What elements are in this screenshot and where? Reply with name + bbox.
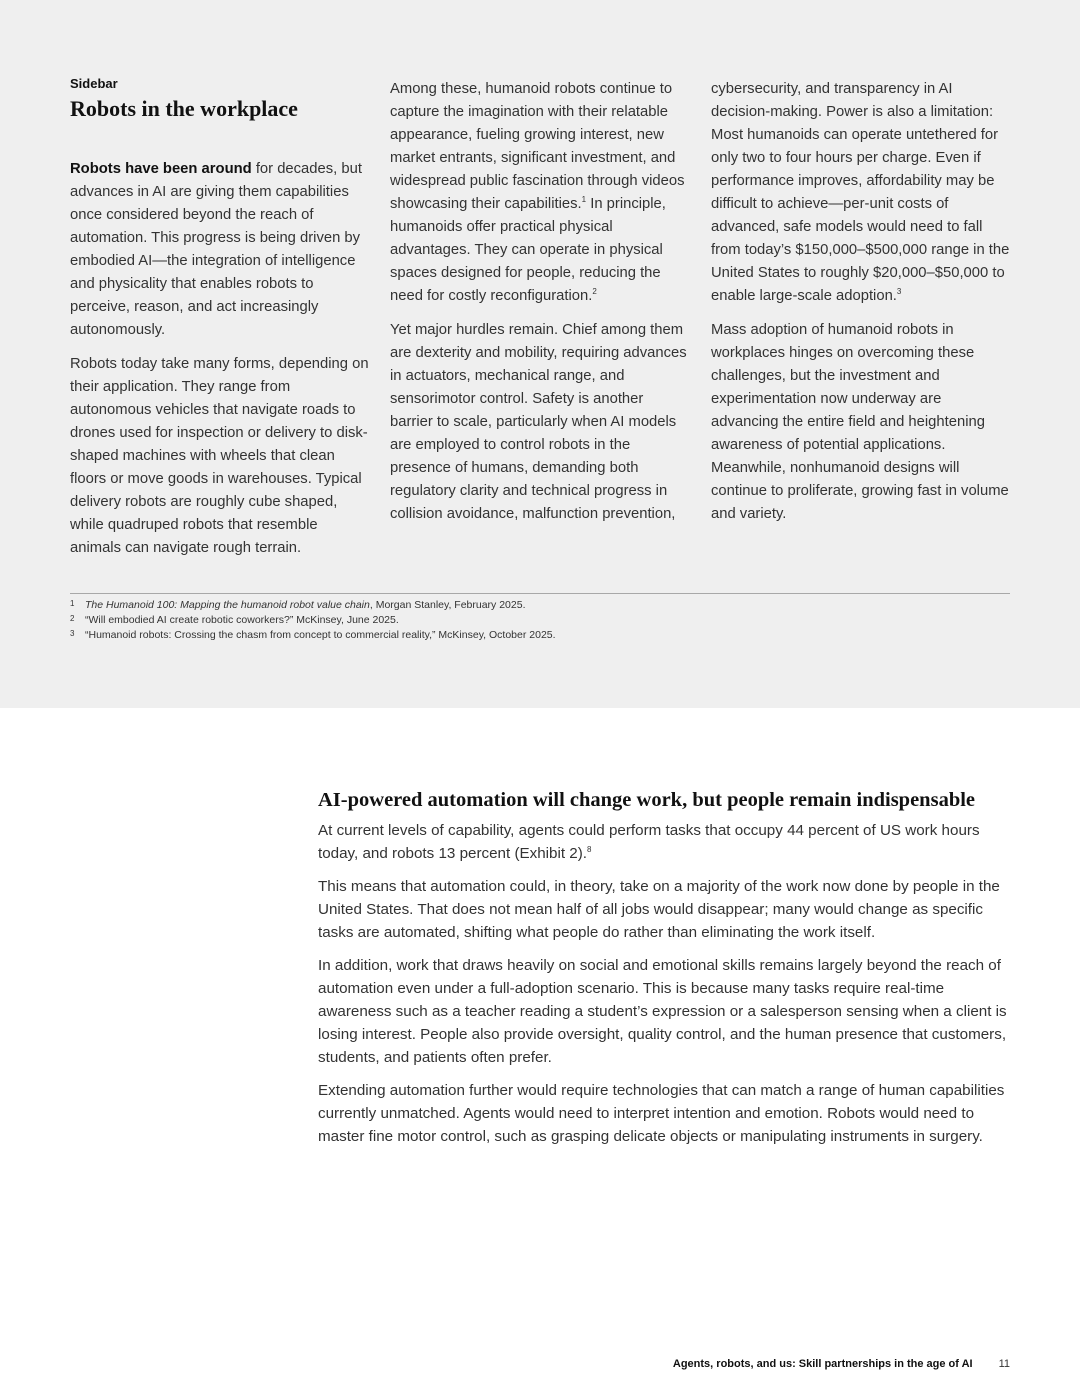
footnote-number: 3 bbox=[70, 629, 75, 638]
footnote-divider bbox=[70, 593, 1010, 594]
footnote-ref[interactable]: 1 bbox=[581, 195, 587, 205]
footnote-ref[interactable]: 2 bbox=[592, 287, 597, 297]
sidebar-title: Robots in the workplace bbox=[70, 96, 298, 121]
body-paragraph: Extending automation further would require technologies that can match a range of human capabilities currently unmatched. Agents would need to interpret intention and emotion. Robots would need to master fine motor control, such as grasping delicate objects or manipulating instruments in surgery. bbox=[318, 1082, 1005, 1145]
sidebar-column-1 bbox=[70, 76, 370, 571]
footnote-ref[interactable]: 3 bbox=[896, 287, 902, 297]
footnote bbox=[70, 628, 1010, 643]
body-paragraph: This means that automation could, in theory, take on a majority of the work now done by people in the United States. That does not mean half of all jobs would disappear; many would change as specific tasks are automated, shifting what people do rather than eliminating the work itself. bbox=[318, 878, 1000, 941]
footnotes bbox=[70, 598, 1010, 643]
footnote bbox=[70, 613, 1010, 628]
sidebar-paragraph bbox=[70, 158, 370, 342]
sidebar-column-3 bbox=[711, 78, 1011, 537]
paragraph-text: At current levels of capability, agents could perform tasks that occupy 44 percent of US work hours today, and robots 13 percent (Exhibit 2). bbox=[318, 822, 980, 862]
section-title: AI-powered automation will change work, but people remain indispensable bbox=[318, 789, 976, 811]
paragraph-text: cybersecurity, and transparency in AI decision-making. Power is also a limitation: Most humanoids can operate untethered for only two to four hours per charge. Even if performance improves, affordability may be difficult to achieve—per-unit costs of advanced, safe models would need to fall from today’s $150,000–$500,000 range in the United States to roughly $20,000–$50,000 to enable large-scale adoption. bbox=[711, 81, 1010, 304]
sidebar-paragraph: Mass adoption of humanoid robots in workplaces hinges on overcoming these challenges, but the investment and experimentation now underway are advancing the entire field and heightening awareness of potential applications. Meanwhile, nonhumanoid designs will continue to proliferate, growing fast in volume and variety. bbox=[711, 322, 1009, 522]
footnote-text: “Will embodied AI create robotic coworkers?” McKinsey, June 2025. bbox=[85, 614, 399, 626]
main-section bbox=[318, 786, 1018, 1158]
lead-in-text: Robots have been around bbox=[70, 161, 252, 177]
sidebar-paragraph: Yet major hurdles remain. Chief among them are dexterity and mobility, requiring advances in actuators, mechanical range, and sensorimotor control. Safety is another barrier to scale, particularly when AI models are employed to control robots in the presence of humans, demanding both regulatory clarity and technical progress in collision avoidance, malfunction prevention, bbox=[390, 322, 687, 522]
footnote-number: 1 bbox=[70, 599, 75, 608]
paragraph-text: for decades, but advances in AI are giving them capabilities once considered beyond the reach of automation. This progress is being driven by embodied AI—the integration of intelligence and physicality that enables robots to perceive, reason, and act increasingly autonomously. bbox=[70, 161, 362, 338]
footnote-number: 2 bbox=[70, 614, 75, 623]
sidebar-paragraph: Robots today take many forms, depending on their application. They range from autonomous vehicles that navigate roads to drones used for inspection or delivery to disk-shaped machines with wheels that clean floors or move goods in warehouses. Typical delivery robots are roughly cube shaped, while quadruped robots that resemble animals can navigate rough terrain. bbox=[70, 356, 369, 556]
footnote-ref[interactable]: 8 bbox=[587, 844, 592, 854]
footnote-source: The Humanoid 100: Mapping the humanoid robot value chain bbox=[85, 599, 370, 611]
running-title: Agents, robots, and us: Skill partnerships in the age of AI bbox=[672, 1358, 973, 1370]
paragraph-text: In principle, humanoids offer practical physical advantages. They can operate in physical spaces designed for people, reducing the need for costly reconfiguration. bbox=[390, 196, 666, 304]
footnote-text: “Humanoid robots: Crossing the chasm from concept to commercial reality,” McKinsey, October 2025. bbox=[85, 629, 556, 641]
sidebar-paragraph bbox=[711, 78, 1011, 308]
sidebar-column-2 bbox=[390, 78, 690, 537]
body-paragraph: In addition, work that draws heavily on social and emotional skills remains largely beyond the reach of automation even under a full-adoption scenario. This is because many tasks require real-time awareness such as a teacher reading a student’s expression or a salesperson sensing when a client is losing interest. People also provide oversight, quality control, and the human presence that customers, students, and patients often prefer. bbox=[318, 957, 1007, 1066]
page-footer bbox=[673, 1357, 1010, 1371]
footnote-text: , Morgan Stanley, February 2025. bbox=[369, 599, 526, 611]
footnote bbox=[70, 598, 1010, 613]
sidebar-paragraph bbox=[390, 78, 690, 308]
body-paragraph bbox=[318, 819, 1018, 865]
page-number: 11 bbox=[998, 1358, 1010, 1370]
paragraph-text: Among these, humanoid robots continue to capture the imagination with their relatable appearance, fueling growing interest, new market entrants, significant investment, and widespread public fascination through videos showcasing their capabilities. bbox=[390, 81, 685, 212]
sidebar-kicker: Sidebar bbox=[70, 76, 118, 91]
